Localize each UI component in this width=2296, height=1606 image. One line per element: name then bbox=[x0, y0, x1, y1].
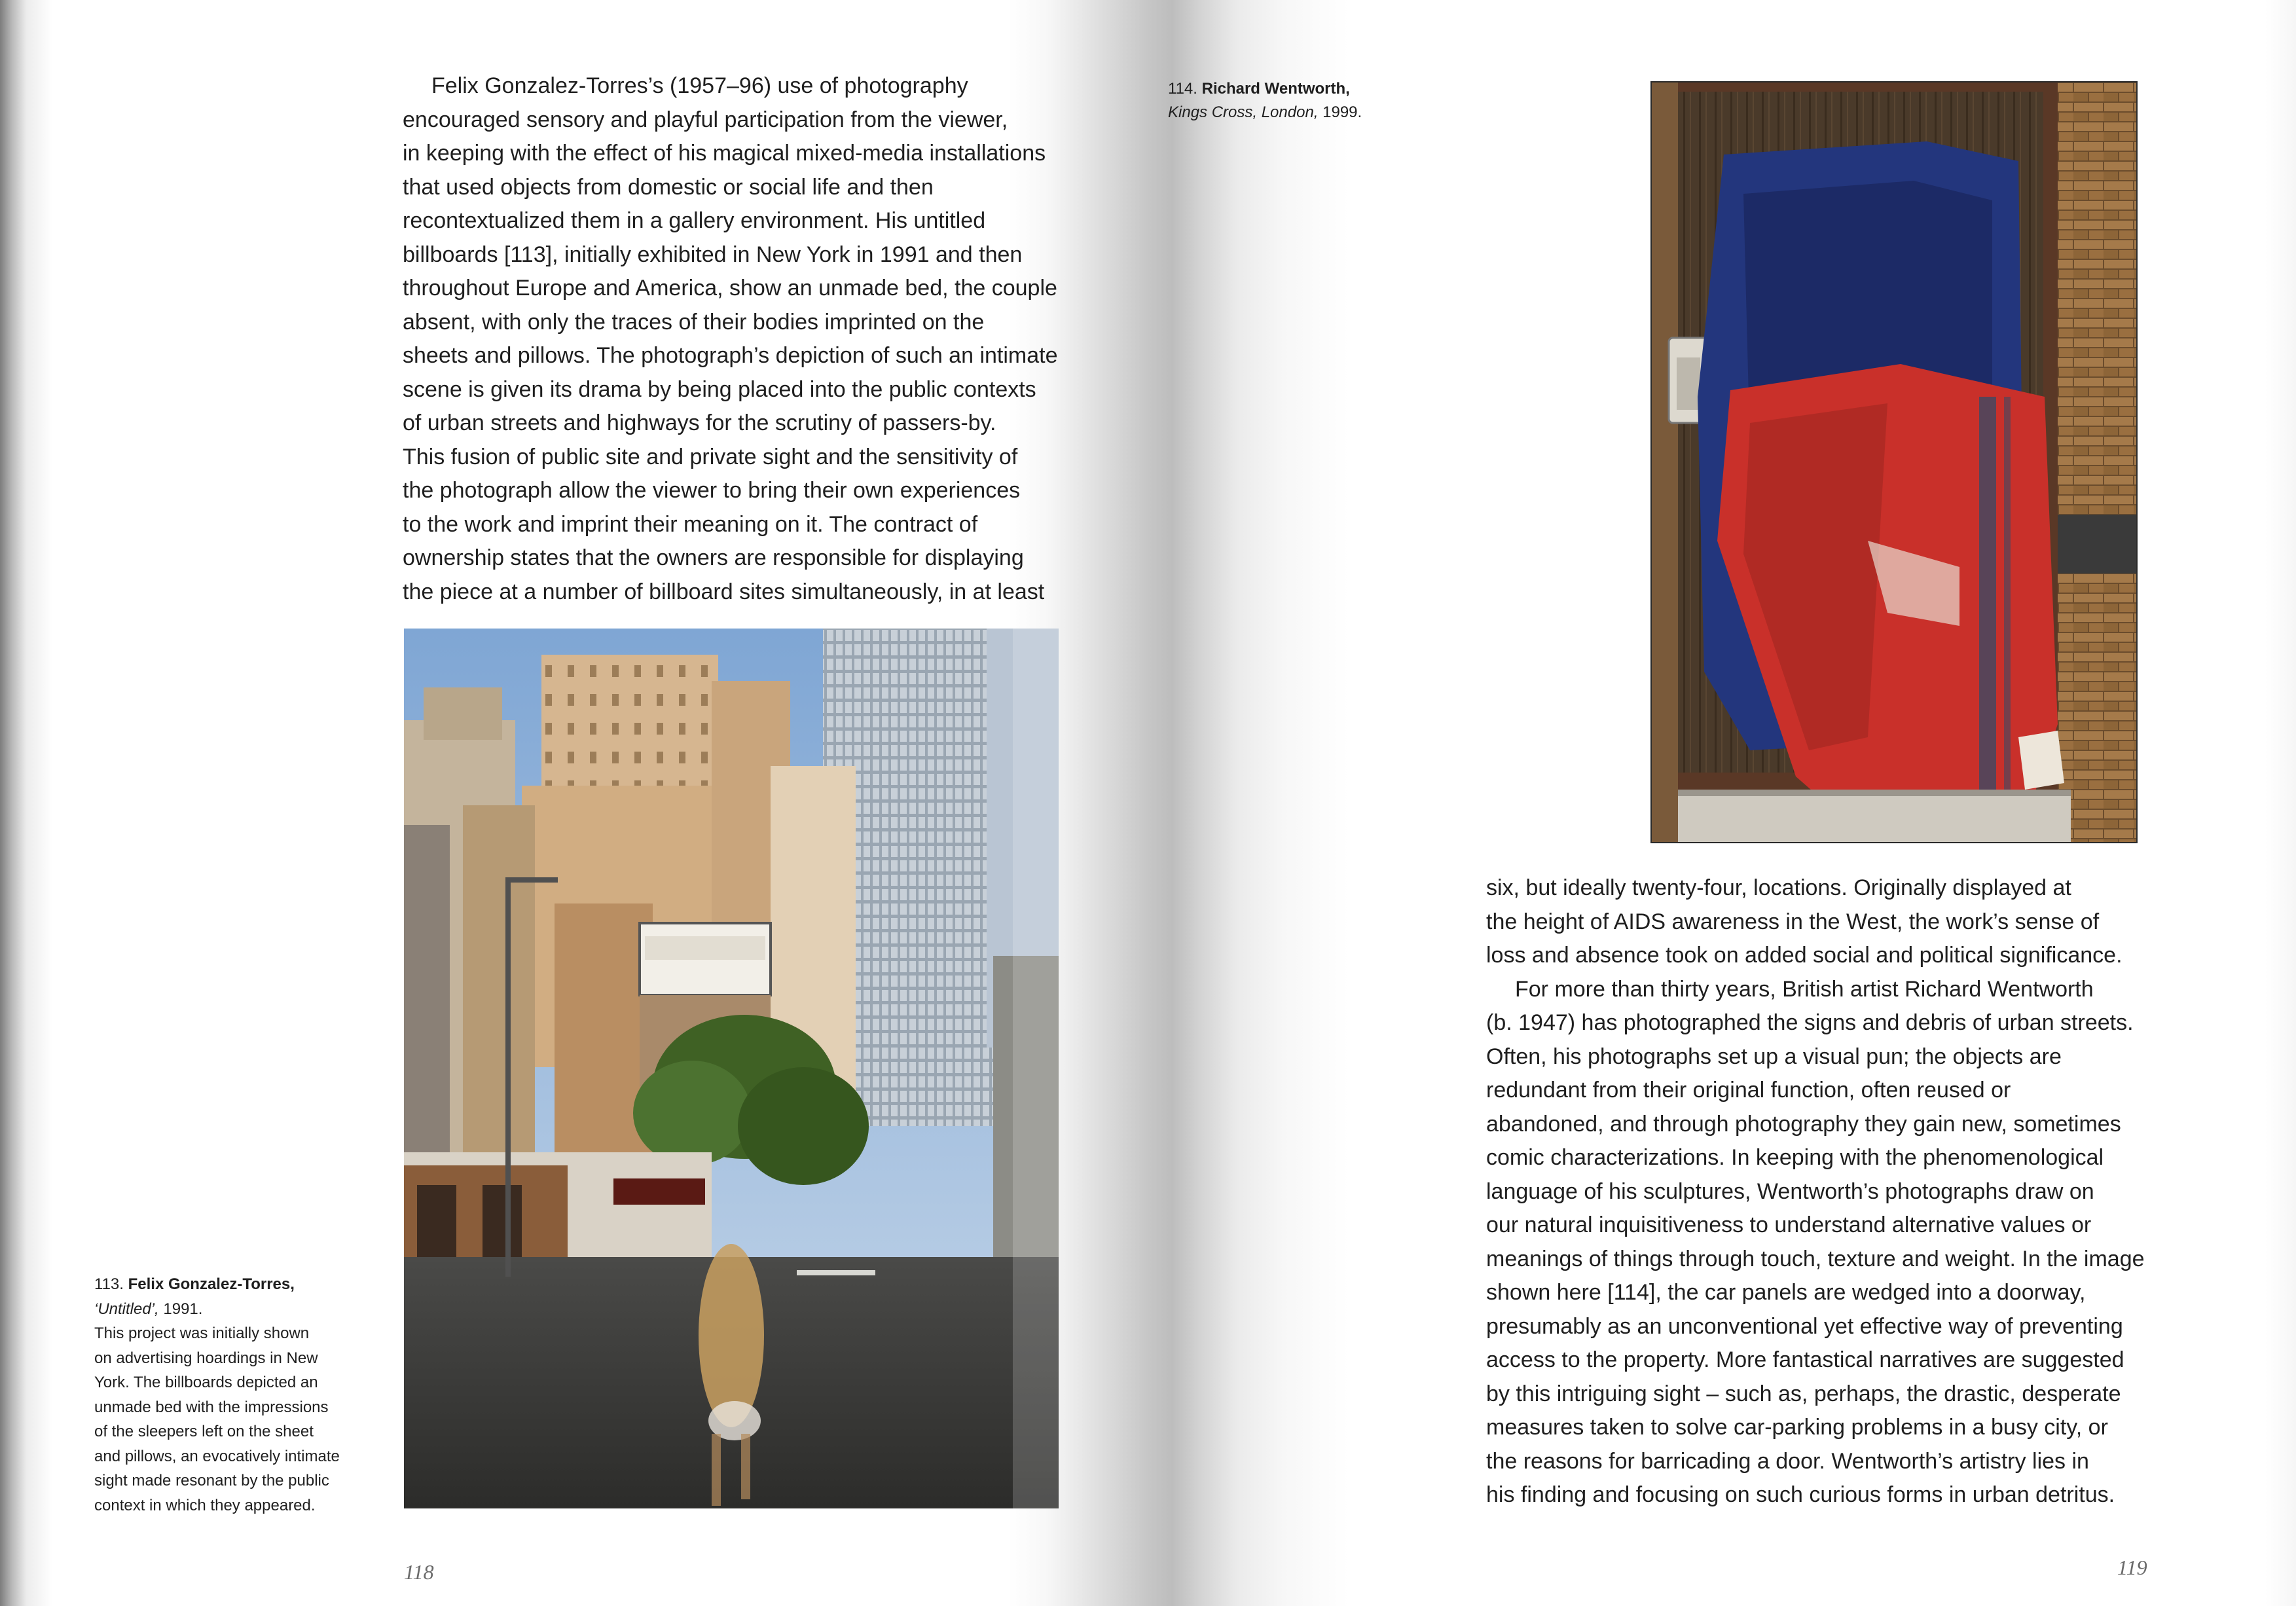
text-line: that used objects from domestic or social life and then bbox=[403, 174, 934, 200]
page-number-left: 118 bbox=[404, 1560, 434, 1584]
caption-line: on advertising hoardings in New bbox=[94, 1349, 318, 1367]
caption-year: 1991. bbox=[163, 1300, 203, 1318]
text-line: scene is given its drama by being placed into the public contexts bbox=[403, 376, 1036, 402]
caption-artist: Richard Wentworth, bbox=[1201, 80, 1350, 98]
text-line: six, but ideally twenty-four, locations. Originally displayed at bbox=[1486, 875, 2071, 900]
text-line: recontextualized them in a gallery environment. His untitled bbox=[403, 208, 986, 233]
caption-line: sight made resonant by the public bbox=[94, 1472, 329, 1489]
text-line: to the work and imprint their meaning on it. The contract of bbox=[403, 511, 978, 537]
right-body-text bbox=[1486, 871, 2151, 1512]
text-line: our natural inquisitiveness to understand alternative values or bbox=[1486, 1213, 2092, 1237]
paragraph bbox=[403, 69, 1064, 609]
text-line: abandoned, and through photography they gain new, sometimes bbox=[1486, 1111, 2121, 1137]
text-line: comic characterizations. In keeping with the phenomenological bbox=[1486, 1145, 2104, 1170]
car-doors-doorway-photo bbox=[1650, 81, 2138, 843]
text-line: by this intriguing sight – such as, perhaps, the drastic, desperate bbox=[1486, 1381, 2121, 1406]
text-line: shown here [114], the car panels are wedged into a doorway, bbox=[1486, 1280, 2086, 1305]
text-line: the reasons for barricading a door. Wentworth’s artistry lies in bbox=[1486, 1448, 2089, 1474]
text-line: absent, with only the traces of their bodies imprinted on the bbox=[403, 309, 985, 335]
caption-line: and pillows, an evocatively intimate bbox=[94, 1447, 340, 1465]
left-body-text bbox=[403, 69, 1064, 609]
caption-title: ‘Untitled’, bbox=[94, 1300, 159, 1318]
text-line: the height of AIDS awareness in the West, the work’s sense of bbox=[1486, 909, 2100, 934]
caption-line: of the sleepers left on the sheet bbox=[94, 1423, 314, 1440]
billboard-street-photo bbox=[404, 629, 1059, 1508]
caption-title-line bbox=[94, 1297, 376, 1322]
paragraph bbox=[1486, 871, 2151, 973]
text-line: the piece at a number of billboard sites simultaneously, in at least bbox=[403, 579, 1045, 604]
text-line: in keeping with the effect of his magical mixed-media installations bbox=[403, 141, 1046, 166]
text-line: presumably as an unconventional yet effective way of preventing bbox=[1486, 1313, 2123, 1339]
paragraph bbox=[1486, 973, 2151, 1512]
text-line: Felix Gonzalez-Torres’s (1957–96) use of photography bbox=[431, 73, 968, 98]
caption-year: 1999. bbox=[1322, 103, 1362, 121]
text-line: For more than thirty years, British artist Richard Wentworth bbox=[1515, 976, 2094, 1002]
text-line: meanings of things through touch, texture and weight. In the image bbox=[1486, 1246, 2145, 1271]
text-line: access to the property. More fantastical narratives are suggested bbox=[1486, 1347, 2124, 1372]
text-line: (b. 1947) has photographed the signs and debris of urban streets. bbox=[1486, 1010, 2134, 1035]
caption-heading bbox=[94, 1272, 376, 1297]
caption-title-line bbox=[1168, 101, 1430, 124]
text-line: Often, his photographs set up a visual pun; the objects are bbox=[1486, 1044, 2062, 1069]
caption-line: This project was initially shown bbox=[94, 1324, 310, 1342]
right-page bbox=[1148, 0, 2296, 1606]
text-line: measures taken to solve car-parking problems in a busy city, or bbox=[1486, 1415, 2108, 1440]
text-line: billboards [113], initially exhibited in New York in 1991 and then bbox=[403, 242, 1023, 267]
text-line: ownership states that the owners are responsible for displaying bbox=[403, 545, 1024, 570]
figure-113-caption bbox=[94, 1272, 376, 1518]
caption-number: 113. bbox=[94, 1275, 124, 1293]
caption-line: context in which they appeared. bbox=[94, 1496, 316, 1514]
text-line: sheets and pillows. The photograph’s depiction of such an intimate bbox=[403, 343, 1058, 368]
caption-number: 114. bbox=[1168, 80, 1197, 98]
text-line: encouraged sensory and playful participation from the viewer, bbox=[403, 107, 1008, 132]
caption-artist: Felix Gonzalez-Torres, bbox=[128, 1275, 295, 1293]
text-line: of urban streets and highways for the scrutiny of passers-by. bbox=[403, 411, 996, 435]
caption-line: unmade bed with the impressions bbox=[94, 1398, 329, 1416]
page-number-right: 119 bbox=[2117, 1556, 2147, 1579]
text-line: throughout Europe and America, show an unmade bed, the couple bbox=[403, 276, 1057, 301]
text-line: his finding and focusing on such curious forms in urban detritus. bbox=[1486, 1482, 2115, 1507]
text-line: redundant from their original function, often reused or bbox=[1486, 1078, 2011, 1103]
text-line: language of his sculptures, Wentworth’s photographs draw on bbox=[1486, 1178, 2094, 1204]
caption-title: Kings Cross, London, bbox=[1168, 103, 1319, 121]
text-line: This fusion of public site and private sight and the sensitivity of bbox=[403, 444, 1018, 469]
caption-heading bbox=[1168, 77, 1430, 101]
text-line: the photograph allow the viewer to bring their own experiences bbox=[403, 478, 1021, 503]
figure-114-caption bbox=[1168, 77, 1430, 124]
caption-line: York. The billboards depicted an bbox=[94, 1374, 318, 1391]
text-line: loss and absence took on added social and political significance. bbox=[1486, 943, 2123, 968]
